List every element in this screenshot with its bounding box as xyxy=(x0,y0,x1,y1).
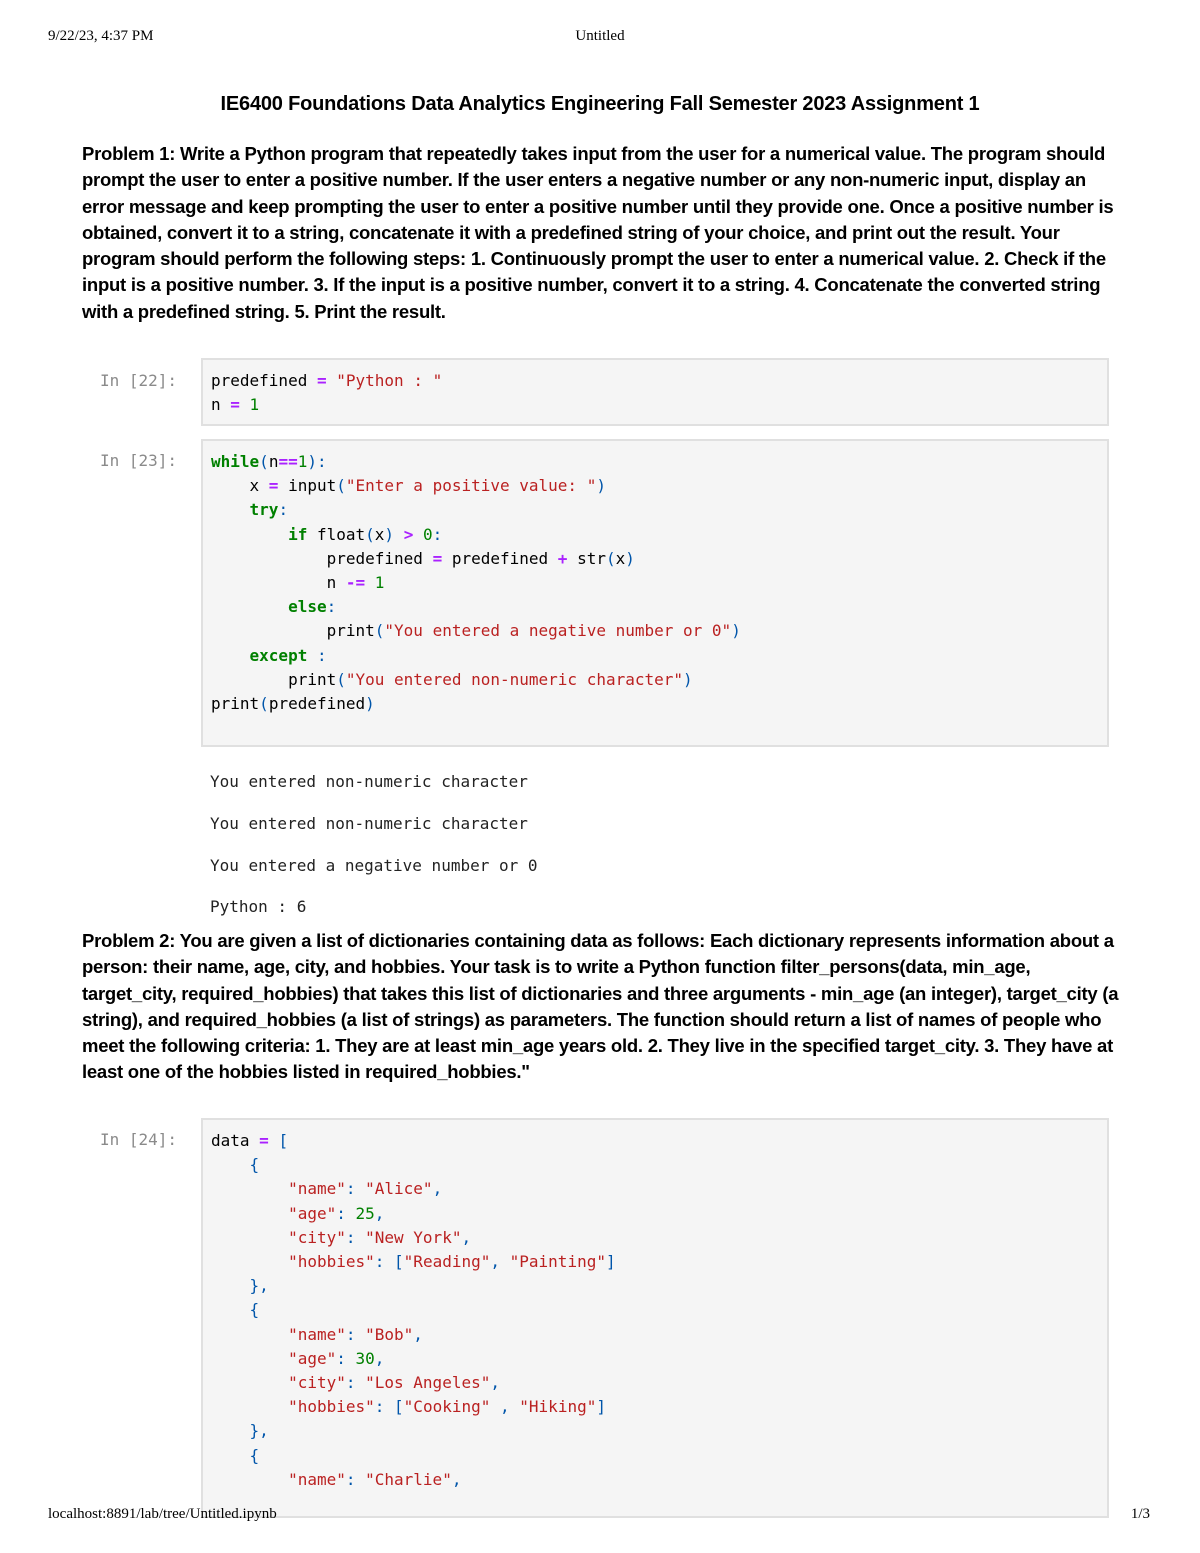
code-token: while xyxy=(211,452,260,471)
code-cell[interactable] xyxy=(201,1118,1109,1518)
code-token xyxy=(211,1325,288,1344)
code-token: if xyxy=(288,524,308,544)
code-token xyxy=(211,1204,288,1223)
code-block xyxy=(203,360,1107,417)
code-token: 0 xyxy=(422,524,433,544)
code-token: 30 xyxy=(355,1348,375,1368)
code-token: ( xyxy=(605,548,616,568)
code-token: "New York" xyxy=(365,1227,462,1247)
code-token: "Enter a positive value: " xyxy=(345,476,597,496)
code-token: "Cooking" xyxy=(403,1397,491,1417)
code-token: , xyxy=(490,1373,500,1393)
code-token: data xyxy=(211,1131,260,1150)
code-token: predefined xyxy=(442,548,558,568)
code-token: predefined xyxy=(211,548,433,568)
code-token: , xyxy=(451,1469,462,1489)
code-token: "hobbies" xyxy=(288,1252,375,1272)
code-token: "You entered a negative number or 0" xyxy=(384,621,732,641)
code-token: "Reading" xyxy=(403,1252,491,1272)
assignment-title: IE6400 Foundations Data Analytics Engineering Fall Semester 2023 Assignment 1 xyxy=(220,93,980,115)
code-token: : xyxy=(345,1324,366,1344)
code-token: { xyxy=(211,1300,260,1320)
code-token: : [ xyxy=(374,1252,404,1272)
code-token: : xyxy=(307,645,327,665)
code-token: }, xyxy=(211,1421,269,1441)
code-token: : xyxy=(345,1373,366,1393)
code-token: [ xyxy=(268,1131,289,1150)
code-token: , xyxy=(374,1203,385,1223)
code-token: except xyxy=(249,645,308,665)
code-token: : xyxy=(345,1469,366,1489)
code-token: print xyxy=(211,669,337,689)
code-token: ) xyxy=(625,548,635,568)
code-token xyxy=(211,1179,288,1198)
code-token: else xyxy=(288,597,327,617)
code-token: n xyxy=(268,452,279,471)
code-token xyxy=(413,525,423,544)
code-token: "Painting" xyxy=(509,1252,606,1272)
code-token xyxy=(211,1252,288,1271)
code-token: ( xyxy=(374,621,385,641)
code-token: , xyxy=(374,1348,385,1368)
cell-output-line: You entered non-numeric character xyxy=(210,814,528,833)
code-token: ) xyxy=(683,669,693,689)
code-token: str xyxy=(567,548,606,568)
code-token: == xyxy=(278,452,298,471)
code-token: ( xyxy=(259,452,269,471)
code-token: : [ xyxy=(374,1397,404,1417)
code-token xyxy=(211,1349,288,1368)
code-token xyxy=(211,597,288,616)
code-token: ) xyxy=(596,476,606,496)
code-token: : xyxy=(336,1348,356,1368)
code-token xyxy=(211,1373,288,1392)
code-token: = xyxy=(268,476,279,496)
code-token: "You entered non-numeric character" xyxy=(345,669,684,689)
code-token xyxy=(327,371,337,390)
code-token: : xyxy=(278,500,289,520)
code-token: try xyxy=(249,500,279,520)
code-token: input xyxy=(278,476,337,496)
code-token: print xyxy=(211,621,375,641)
code-token: 1 xyxy=(297,452,308,471)
code-cell[interactable] xyxy=(201,358,1109,426)
code-token: n xyxy=(211,573,346,593)
code-token: ( xyxy=(365,524,375,544)
code-token: "age" xyxy=(288,1203,337,1223)
problem-2-text: Problem 2: You are given a list of dictionaries containing data as follows: Each dictionary represents information about a person: their name, age, city, and hobbies. Your task is to write a Python function filter_persons(data, min_age, target_city, required_hobbies) that takes this list of dictionaries and three arguments - min_age (an integer), target_city (a string), and required_hobbies (a list of strings) as parameters. The function should return a list of names of people who meet the following criteria: 1. They are at least min_age years old. 2. They live in the specified target_city. 3. They have at least one of the hobbies listed in required_hobbies." xyxy=(82,930,1119,1083)
code-token: : xyxy=(336,1203,356,1223)
code-token: , xyxy=(432,1179,443,1199)
code-token xyxy=(211,1470,288,1489)
code-token: x xyxy=(211,476,269,496)
code-token: ( xyxy=(259,694,269,714)
code-token: : xyxy=(326,597,337,617)
code-token: + xyxy=(557,548,568,568)
code-token: "name" xyxy=(288,1179,346,1199)
cell-prompt: In [22]: xyxy=(100,371,178,390)
code-token: ) xyxy=(384,524,395,544)
code-token xyxy=(394,525,404,544)
code-token: ( xyxy=(336,669,346,689)
code-token: { xyxy=(211,1445,260,1465)
code-token xyxy=(211,525,288,544)
code-token: "name" xyxy=(288,1324,346,1344)
code-token: n xyxy=(211,395,231,415)
code-token: ): xyxy=(307,452,327,471)
code-token xyxy=(240,395,250,414)
code-token: , xyxy=(490,1397,520,1417)
code-token: -= xyxy=(345,573,366,593)
code-token: x xyxy=(374,524,385,544)
code-token: ( xyxy=(336,476,346,496)
code-token: "Hiking" xyxy=(519,1397,597,1417)
code-token xyxy=(211,1397,288,1416)
code-token: ) xyxy=(731,621,741,641)
code-token: ] xyxy=(605,1252,616,1272)
code-token xyxy=(211,1228,288,1247)
code-token: 1 xyxy=(249,395,260,415)
code-token: predefined xyxy=(211,371,317,390)
cell-output-line: Python : 6 xyxy=(210,897,307,916)
code-token: "age" xyxy=(288,1348,337,1368)
cell-output-line: You entered non-numeric character xyxy=(210,772,528,791)
code-token: = xyxy=(316,371,327,390)
print-header-title: Untitled xyxy=(575,28,625,44)
code-token: = xyxy=(432,548,443,568)
print-footer-page-number: 1/3 xyxy=(1130,1506,1150,1522)
code-token xyxy=(211,500,250,519)
code-token: "Bob" xyxy=(365,1324,414,1344)
code-token: = xyxy=(259,1131,269,1150)
code-block xyxy=(203,441,1107,716)
cell-prompt: In [23]: xyxy=(100,451,178,470)
code-token: print xyxy=(211,694,260,714)
code-token: "city" xyxy=(288,1373,346,1393)
code-token: "Python : " xyxy=(336,371,443,390)
code-token: "Charlie" xyxy=(365,1469,452,1489)
problem-1-text: Problem 1: Write a Python program that repeatedly takes input from the user for a numerical value. The program should prompt the user to enter a positive number. If the user enters a negative number or any non-numeric input, display an error message and keep prompting the user to enter a positive number until they provide one. Once a positive number is obtained, convert it to a string, concatenate it with a predefined string of your choice, and print out the result. Your program should perform the following steps: 1. Continuously prompt the user to enter a numerical value. 2. Check if the input is a positive number. 3. If the input is a positive number, convert it to a string. 4. Concatenate the converted string with a predefined string. 5. Print the result. xyxy=(82,143,1114,322)
print-footer-url: localhost:8891/lab/tree/Untitled.ipynb xyxy=(48,1506,277,1522)
code-token: = xyxy=(230,395,240,415)
code-token: , xyxy=(413,1324,423,1344)
code-token: { xyxy=(211,1155,260,1175)
code-token: "city" xyxy=(288,1227,346,1247)
code-token: }, xyxy=(211,1276,269,1296)
code-token: 25 xyxy=(355,1203,375,1223)
code-token: "name" xyxy=(288,1469,346,1489)
code-token: > xyxy=(403,524,414,544)
code-token: predefined xyxy=(268,694,366,714)
code-token: "hobbies" xyxy=(288,1397,375,1417)
code-token: , xyxy=(490,1252,510,1272)
code-token: x xyxy=(615,548,626,568)
cell-output-line: You entered a negative number or 0 xyxy=(210,856,538,875)
code-token: 1 xyxy=(374,573,385,593)
code-token xyxy=(211,646,250,665)
code-token xyxy=(365,573,375,592)
code-token: , xyxy=(461,1227,472,1247)
code-cell[interactable] xyxy=(201,439,1109,747)
code-token: : xyxy=(345,1227,366,1247)
code-token: : xyxy=(345,1179,366,1199)
code-token: float xyxy=(307,524,366,544)
code-token: "Los Angeles" xyxy=(365,1373,491,1393)
print-header-datetime: 9/22/23, 4:37 PM xyxy=(48,28,154,44)
cell-prompt: In [24]: xyxy=(100,1130,178,1149)
code-token: ] xyxy=(596,1397,606,1417)
code-block xyxy=(203,1120,1107,1492)
code-token: ) xyxy=(365,694,375,714)
code-token: "Alice" xyxy=(365,1179,433,1199)
code-token: : xyxy=(432,524,443,544)
